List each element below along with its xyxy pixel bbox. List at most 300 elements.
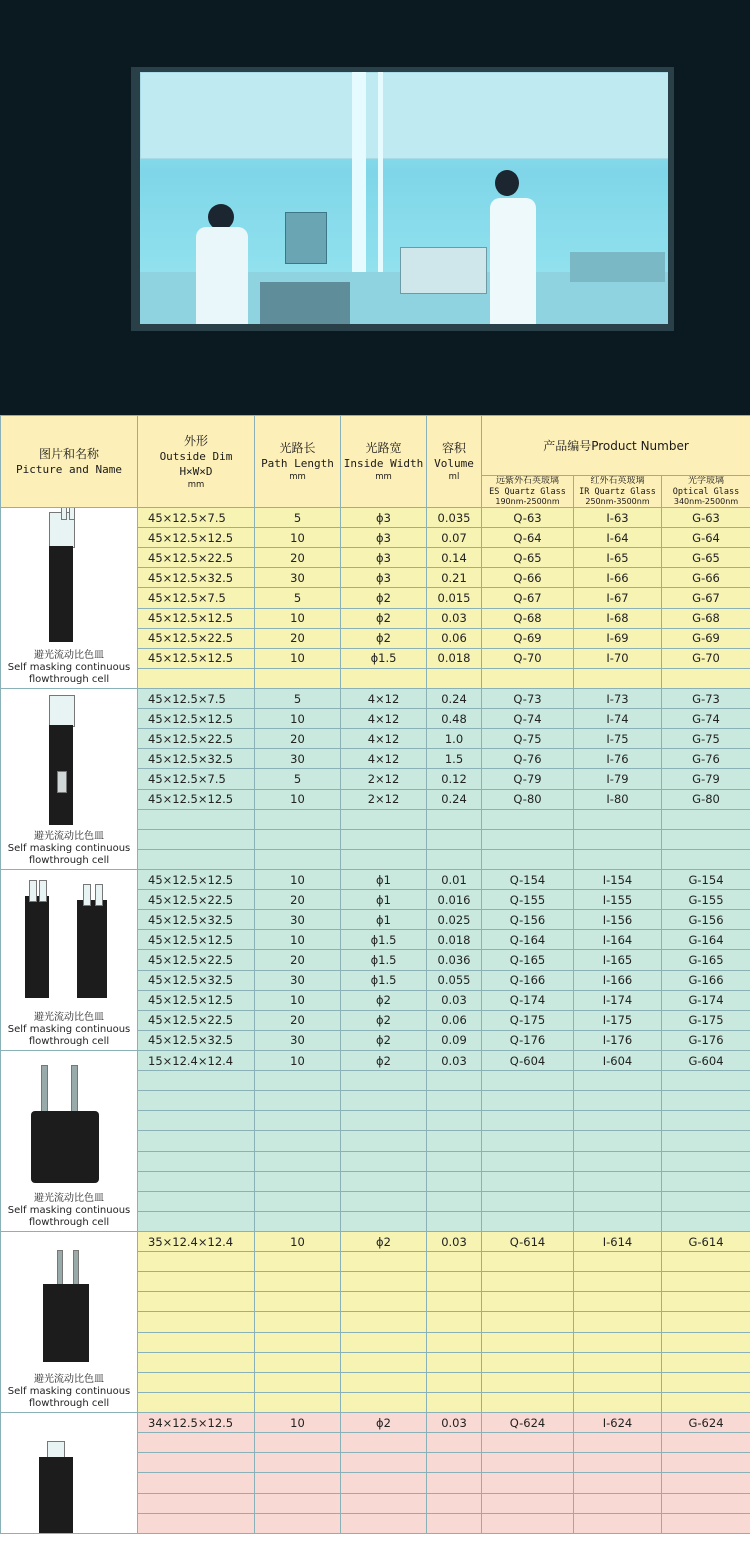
- cell-es-code: [482, 1091, 574, 1111]
- cell-es-code: [482, 809, 574, 829]
- cell-outside-dim: [138, 1332, 255, 1352]
- cell-outside-dim: 45×12.5×32.5: [138, 970, 255, 990]
- cuvette-picture-cell: [1, 1232, 138, 1413]
- cell-path-length: 10: [255, 648, 341, 668]
- cell-ir-code: I-70: [574, 648, 662, 668]
- cell-path-length: [255, 1091, 341, 1111]
- cell-inside-width: ϕ2: [341, 608, 427, 628]
- lab-photo: [0, 0, 750, 415]
- cell-inside-width: ϕ2: [341, 1232, 427, 1252]
- cell-es-code: Q-624: [482, 1413, 574, 1433]
- cell-og-code: [662, 1252, 750, 1272]
- cell-volume: [427, 1111, 482, 1131]
- cell-es-code: Q-176: [482, 1030, 574, 1050]
- cell-path-length: 10: [255, 1232, 341, 1252]
- cell-ir-code: I-63: [574, 508, 662, 528]
- cell-ir-code: [574, 1071, 662, 1091]
- cell-path-length: 20: [255, 1010, 341, 1030]
- cell-inside-width: [341, 1513, 427, 1533]
- cell-volume: 0.035: [427, 508, 482, 528]
- cell-outside-dim: 45×12.5×12.5: [138, 789, 255, 809]
- cell-og-code: G-175: [662, 1010, 750, 1030]
- col-inside-width: 光路宽 Inside Width mm: [341, 416, 427, 508]
- cell-es-code: [482, 1392, 574, 1412]
- cell-volume: [427, 849, 482, 869]
- cell-ir-code: I-165: [574, 950, 662, 970]
- cell-og-code: G-155: [662, 890, 750, 910]
- cell-ir-code: [574, 1332, 662, 1352]
- cell-path-length: 30: [255, 910, 341, 930]
- cell-inside-width: [341, 1151, 427, 1171]
- cell-inside-width: ϕ2: [341, 1010, 427, 1030]
- cell-og-code: [662, 1372, 750, 1392]
- cell-inside-width: 2×12: [341, 769, 427, 789]
- cell-outside-dim: [138, 1493, 255, 1513]
- cell-og-code: [662, 1071, 750, 1091]
- cell-es-code: [482, 1372, 574, 1392]
- cell-ir-code: [574, 1473, 662, 1493]
- cell-ir-code: [574, 1292, 662, 1312]
- cell-volume: 0.14: [427, 548, 482, 568]
- cell-ir-code: I-175: [574, 1010, 662, 1030]
- cell-outside-dim: [138, 829, 255, 849]
- cell-inside-width: [341, 1433, 427, 1453]
- cell-ir-code: I-66: [574, 568, 662, 588]
- cell-outside-dim: [138, 1513, 255, 1533]
- cell-inside-width: [341, 809, 427, 829]
- cell-volume: [427, 809, 482, 829]
- cell-ir-code: [574, 1352, 662, 1372]
- cell-ir-code: I-176: [574, 1030, 662, 1050]
- cell-path-length: 30: [255, 970, 341, 990]
- cell-path-length: 10: [255, 870, 341, 890]
- cell-path-length: [255, 1071, 341, 1091]
- cell-og-code: [662, 809, 750, 829]
- cell-inside-width: [341, 1171, 427, 1191]
- cell-es-code: Q-67: [482, 588, 574, 608]
- cell-og-code: G-64: [662, 528, 750, 548]
- cell-volume: 1.0: [427, 729, 482, 749]
- cell-inside-width: [341, 1312, 427, 1332]
- cell-og-code: G-67: [662, 588, 750, 608]
- cell-outside-dim: [138, 1433, 255, 1453]
- cell-volume: 0.24: [427, 689, 482, 709]
- cell-inside-width: ϕ3: [341, 508, 427, 528]
- cell-ir-code: I-156: [574, 910, 662, 930]
- cell-es-code: Q-165: [482, 950, 574, 970]
- cell-es-code: [482, 1473, 574, 1493]
- cell-path-length: 20: [255, 890, 341, 910]
- cell-og-code: [662, 1131, 750, 1151]
- cell-ir-code: I-155: [574, 890, 662, 910]
- cell-volume: 0.06: [427, 1010, 482, 1030]
- cell-ir-code: [574, 849, 662, 869]
- cell-path-length: 10: [255, 528, 341, 548]
- cell-es-code: [482, 849, 574, 869]
- cell-volume: 0.03: [427, 990, 482, 1010]
- cell-path-length: 5: [255, 508, 341, 528]
- cell-es-code: [482, 1312, 574, 1332]
- cell-es-code: Q-63: [482, 508, 574, 528]
- cell-inside-width: ϕ2: [341, 628, 427, 648]
- cell-es-code: Q-175: [482, 1010, 574, 1030]
- cell-og-code: G-176: [662, 1030, 750, 1050]
- cell-volume: 0.48: [427, 709, 482, 729]
- cell-inside-width: [341, 1091, 427, 1111]
- cell-outside-dim: 45×12.5×22.5: [138, 729, 255, 749]
- cell-outside-dim: [138, 1252, 255, 1272]
- cell-volume: [427, 1171, 482, 1191]
- cell-outside-dim: 45×12.5×7.5: [138, 689, 255, 709]
- cell-es-code: Q-69: [482, 628, 574, 648]
- cell-es-code: Q-70: [482, 648, 574, 668]
- cell-og-code: [662, 1433, 750, 1453]
- cell-path-length: [255, 1252, 341, 1272]
- cell-outside-dim: [138, 1111, 255, 1131]
- cell-path-length: [255, 1312, 341, 1332]
- cell-og-code: G-154: [662, 870, 750, 890]
- cell-outside-dim: [138, 1473, 255, 1493]
- cell-volume: 0.24: [427, 789, 482, 809]
- cell-inside-width: [341, 1131, 427, 1151]
- cell-volume: [427, 1272, 482, 1292]
- cell-path-length: 10: [255, 990, 341, 1010]
- cell-path-length: 20: [255, 548, 341, 568]
- cell-inside-width: ϕ1.5: [341, 950, 427, 970]
- cell-og-code: G-65: [662, 548, 750, 568]
- cell-es-code: Q-65: [482, 548, 574, 568]
- cell-path-length: [255, 829, 341, 849]
- cell-ir-code: I-79: [574, 769, 662, 789]
- cell-es-code: [482, 1292, 574, 1312]
- cell-caption: 避光流动比色皿 Self masking continuous flowthrough cell: [7, 1012, 131, 1047]
- cell-path-length: 10: [255, 1413, 341, 1433]
- table-row: [1, 1413, 750, 1433]
- cell-caption: 避光流动比色皿 Self masking continuous flowthrough cell: [7, 1374, 131, 1409]
- cell-og-code: [662, 1513, 750, 1533]
- cell-og-code: [662, 1272, 750, 1292]
- cell-es-code: [482, 1171, 574, 1191]
- cell-og-code: G-166: [662, 970, 750, 990]
- cell-volume: 0.018: [427, 930, 482, 950]
- cell-ir-code: [574, 1131, 662, 1151]
- cell-path-length: [255, 1111, 341, 1131]
- table-row: [1, 1232, 750, 1252]
- cell-outside-dim: 45×12.5×32.5: [138, 749, 255, 769]
- lab-window-scene: [140, 72, 668, 324]
- cell-ir-code: [574, 1191, 662, 1211]
- cell-inside-width: 2×12: [341, 789, 427, 809]
- cell-path-length: 5: [255, 689, 341, 709]
- cell-es-code: [482, 1513, 574, 1533]
- cell-caption: 避光流动比色皿 Self masking continuous flowthrough cell: [7, 831, 131, 866]
- col-picture-name: 图片和名称 Picture and Name: [1, 416, 138, 508]
- cell-og-code: G-70: [662, 648, 750, 668]
- cell-inside-width: [341, 1272, 427, 1292]
- cell-outside-dim: 15×12.4×12.4: [138, 1051, 255, 1071]
- cell-inside-width: [341, 849, 427, 869]
- cell-inside-width: ϕ3: [341, 548, 427, 568]
- cell-path-length: [255, 849, 341, 869]
- cell-es-code: Q-64: [482, 528, 574, 548]
- cell-path-length: 20: [255, 628, 341, 648]
- cell-outside-dim: 45×12.5×7.5: [138, 588, 255, 608]
- cell-outside-dim: 45×12.5×32.5: [138, 910, 255, 930]
- cell-og-code: G-66: [662, 568, 750, 588]
- cell-path-length: [255, 1191, 341, 1211]
- cell-volume: [427, 1433, 482, 1453]
- cell-volume: [427, 1513, 482, 1533]
- cell-es-code: Q-80: [482, 789, 574, 809]
- table-row: [1, 1051, 750, 1071]
- cell-ir-code: [574, 1171, 662, 1191]
- cell-og-code: G-165: [662, 950, 750, 970]
- cell-inside-width: ϕ2: [341, 1051, 427, 1071]
- cell-ir-code: I-166: [574, 970, 662, 990]
- cell-es-code: [482, 829, 574, 849]
- cell-es-code: [482, 1191, 574, 1211]
- cell-es-code: Q-73: [482, 689, 574, 709]
- cell-path-length: [255, 1211, 341, 1231]
- cell-es-code: Q-79: [482, 769, 574, 789]
- cell-es-code: Q-68: [482, 608, 574, 628]
- cell-inside-width: [341, 1111, 427, 1131]
- cell-es-code: [482, 1131, 574, 1151]
- product-table: [0, 415, 750, 1546]
- cell-es-code: Q-74: [482, 709, 574, 729]
- cell-caption: 避光流动比色皿 Self masking continuous flowthrough cell: [7, 1193, 131, 1228]
- cell-outside-dim: 45×12.5×12.5: [138, 990, 255, 1010]
- cell-path-length: [255, 1131, 341, 1151]
- cell-outside-dim: [138, 1352, 255, 1372]
- cuvette-picture-cell: [1, 689, 138, 870]
- col-volume: 容积 Volume ml: [427, 416, 482, 508]
- cell-inside-width: ϕ1: [341, 890, 427, 910]
- cell-path-length: 20: [255, 950, 341, 970]
- cell-ir-code: I-68: [574, 608, 662, 628]
- cell-ir-code: [574, 1151, 662, 1171]
- cell-volume: 0.12: [427, 769, 482, 789]
- cell-volume: [427, 1131, 482, 1151]
- cell-es-code: [482, 1252, 574, 1272]
- cell-og-code: G-604: [662, 1051, 750, 1071]
- cell-ir-code: [574, 809, 662, 829]
- cell-path-length: [255, 1513, 341, 1533]
- col-path-length: 光路长 Path Length mm: [255, 416, 341, 508]
- cuvette-picture-cell: [1, 508, 138, 689]
- cell-volume: [427, 1071, 482, 1091]
- cell-volume: 0.016: [427, 890, 482, 910]
- cell-og-code: [662, 1171, 750, 1191]
- cell-inside-width: ϕ1.5: [341, 970, 427, 990]
- cell-es-code: [482, 668, 574, 688]
- col-ir-quartz: 红外石英玻璃 IR Quartz Glass 250nm-3500nm: [574, 476, 662, 508]
- cell-volume: [427, 1151, 482, 1171]
- cell-ir-code: I-64: [574, 528, 662, 548]
- cell-volume: [427, 1091, 482, 1111]
- cell-inside-width: ϕ2: [341, 1413, 427, 1433]
- cell-outside-dim: [138, 849, 255, 869]
- cell-path-length: [255, 1372, 341, 1392]
- cell-outside-dim: [138, 1131, 255, 1151]
- cell-og-code: G-174: [662, 990, 750, 1010]
- cell-outside-dim: [138, 1453, 255, 1473]
- cell-volume: [427, 1332, 482, 1352]
- cell-inside-width: ϕ3: [341, 568, 427, 588]
- cell-og-code: [662, 1392, 750, 1412]
- cell-volume: [427, 1292, 482, 1312]
- cell-og-code: [662, 1211, 750, 1231]
- cell-outside-dim: [138, 1191, 255, 1211]
- cell-es-code: Q-614: [482, 1232, 574, 1252]
- cell-inside-width: [341, 1211, 427, 1231]
- cell-volume: [427, 1312, 482, 1332]
- cell-outside-dim: [138, 1171, 255, 1191]
- cell-volume: 0.03: [427, 608, 482, 628]
- cell-volume: [427, 1191, 482, 1211]
- cell-outside-dim: 45×12.5×12.5: [138, 930, 255, 950]
- cell-outside-dim: [138, 1091, 255, 1111]
- cell-ir-code: I-73: [574, 689, 662, 709]
- cell-ir-code: I-74: [574, 709, 662, 729]
- cell-ir-code: [574, 668, 662, 688]
- cell-path-length: 10: [255, 930, 341, 950]
- cell-path-length: [255, 1292, 341, 1312]
- cell-inside-width: 4×12: [341, 689, 427, 709]
- cell-volume: 0.03: [427, 1051, 482, 1071]
- cell-ir-code: I-75: [574, 729, 662, 749]
- cell-volume: 0.01: [427, 870, 482, 890]
- cell-outside-dim: 45×12.5×7.5: [138, 508, 255, 528]
- cell-path-length: [255, 1171, 341, 1191]
- cell-path-length: [255, 1493, 341, 1513]
- cell-inside-width: [341, 1352, 427, 1372]
- cell-ir-code: [574, 1272, 662, 1292]
- cell-outside-dim: 45×12.5×22.5: [138, 890, 255, 910]
- cell-es-code: Q-164: [482, 930, 574, 950]
- cell-es-code: Q-604: [482, 1051, 574, 1071]
- cell-outside-dim: [138, 1151, 255, 1171]
- cell-es-code: [482, 1332, 574, 1352]
- cell-es-code: Q-166: [482, 970, 574, 990]
- cell-outside-dim: 45×12.5×12.5: [138, 528, 255, 548]
- cell-inside-width: ϕ2: [341, 588, 427, 608]
- cell-volume: [427, 1392, 482, 1412]
- cell-ir-code: I-174: [574, 990, 662, 1010]
- cell-volume: 0.015: [427, 588, 482, 608]
- cell-ir-code: [574, 1493, 662, 1513]
- cell-ir-code: I-65: [574, 548, 662, 568]
- cell-og-code: G-69: [662, 628, 750, 648]
- cell-volume: [427, 1453, 482, 1473]
- cell-ir-code: [574, 1211, 662, 1231]
- cell-inside-width: [341, 1493, 427, 1513]
- cell-es-code: [482, 1493, 574, 1513]
- cell-outside-dim: 45×12.5×32.5: [138, 568, 255, 588]
- cell-inside-width: ϕ1: [341, 870, 427, 890]
- cell-inside-width: [341, 1252, 427, 1272]
- cell-volume: 0.055: [427, 970, 482, 990]
- cell-inside-width: 4×12: [341, 709, 427, 729]
- cell-ir-code: I-76: [574, 749, 662, 769]
- cell-outside-dim: [138, 1312, 255, 1332]
- cell-outside-dim: 45×12.5×12.5: [138, 648, 255, 668]
- cell-volume: [427, 1352, 482, 1372]
- cell-volume: 0.03: [427, 1413, 482, 1433]
- cell-inside-width: ϕ1.5: [341, 648, 427, 668]
- cell-outside-dim: 45×12.5×12.5: [138, 608, 255, 628]
- cell-ir-code: [574, 1433, 662, 1453]
- cell-volume: 0.036: [427, 950, 482, 970]
- cell-og-code: [662, 668, 750, 688]
- cell-path-length: [255, 1392, 341, 1412]
- cell-inside-width: ϕ2: [341, 990, 427, 1010]
- cell-ir-code: [574, 1453, 662, 1473]
- cell-path-length: [255, 1433, 341, 1453]
- cell-path-length: 5: [255, 588, 341, 608]
- cell-outside-dim: 45×12.5×7.5: [138, 769, 255, 789]
- cell-es-code: [482, 1433, 574, 1453]
- cell-es-code: [482, 1352, 574, 1372]
- cell-og-code: G-76: [662, 749, 750, 769]
- cuvette-picture-cell: [1, 870, 138, 1051]
- table-row: [1, 689, 750, 709]
- cell-og-code: G-164: [662, 930, 750, 950]
- cell-ir-code: [574, 1252, 662, 1272]
- cell-outside-dim: 45×12.5×32.5: [138, 1030, 255, 1050]
- cell-inside-width: [341, 1453, 427, 1473]
- cell-outside-dim: 35×12.4×12.4: [138, 1232, 255, 1252]
- cell-og-code: [662, 1453, 750, 1473]
- cell-path-length: 10: [255, 709, 341, 729]
- cell-ir-code: [574, 1111, 662, 1131]
- cell-ir-code: [574, 1312, 662, 1332]
- cell-path-length: 20: [255, 729, 341, 749]
- cell-path-length: [255, 668, 341, 688]
- cell-volume: [427, 829, 482, 849]
- col-optical-glass: 光学玻璃 Optical Glass 340nm-2500nm: [662, 476, 750, 508]
- cell-es-code: Q-156: [482, 910, 574, 930]
- cell-ir-code: I-80: [574, 789, 662, 809]
- cell-og-code: [662, 1332, 750, 1352]
- cell-volume: 0.07: [427, 528, 482, 548]
- cell-og-code: [662, 829, 750, 849]
- cell-og-code: [662, 1352, 750, 1372]
- cell-caption: 避光流动比色皿 Self masking continuous flowthrough cell: [7, 650, 131, 685]
- cell-es-code: [482, 1071, 574, 1091]
- cell-es-code: [482, 1453, 574, 1473]
- cell-og-code: G-80: [662, 789, 750, 809]
- cell-outside-dim: [138, 809, 255, 829]
- col-outside-dim: 外形 Outside Dim H×W×D mm: [138, 416, 255, 508]
- cell-es-code: Q-76: [482, 749, 574, 769]
- cell-path-length: 10: [255, 608, 341, 628]
- cell-inside-width: [341, 829, 427, 849]
- cell-path-length: 10: [255, 789, 341, 809]
- cell-ir-code: I-624: [574, 1413, 662, 1433]
- cell-path-length: [255, 1352, 341, 1372]
- cell-og-code: [662, 1292, 750, 1312]
- cell-outside-dim: 45×12.5×22.5: [138, 1010, 255, 1030]
- cell-og-code: G-68: [662, 608, 750, 628]
- cell-ir-code: [574, 1513, 662, 1533]
- cell-ir-code: [574, 1372, 662, 1392]
- cuvette-picture-cell: [1, 1413, 138, 1534]
- cell-outside-dim: 45×12.5×22.5: [138, 950, 255, 970]
- cell-inside-width: [341, 1392, 427, 1412]
- cell-inside-width: 4×12: [341, 749, 427, 769]
- cell-og-code: [662, 1111, 750, 1131]
